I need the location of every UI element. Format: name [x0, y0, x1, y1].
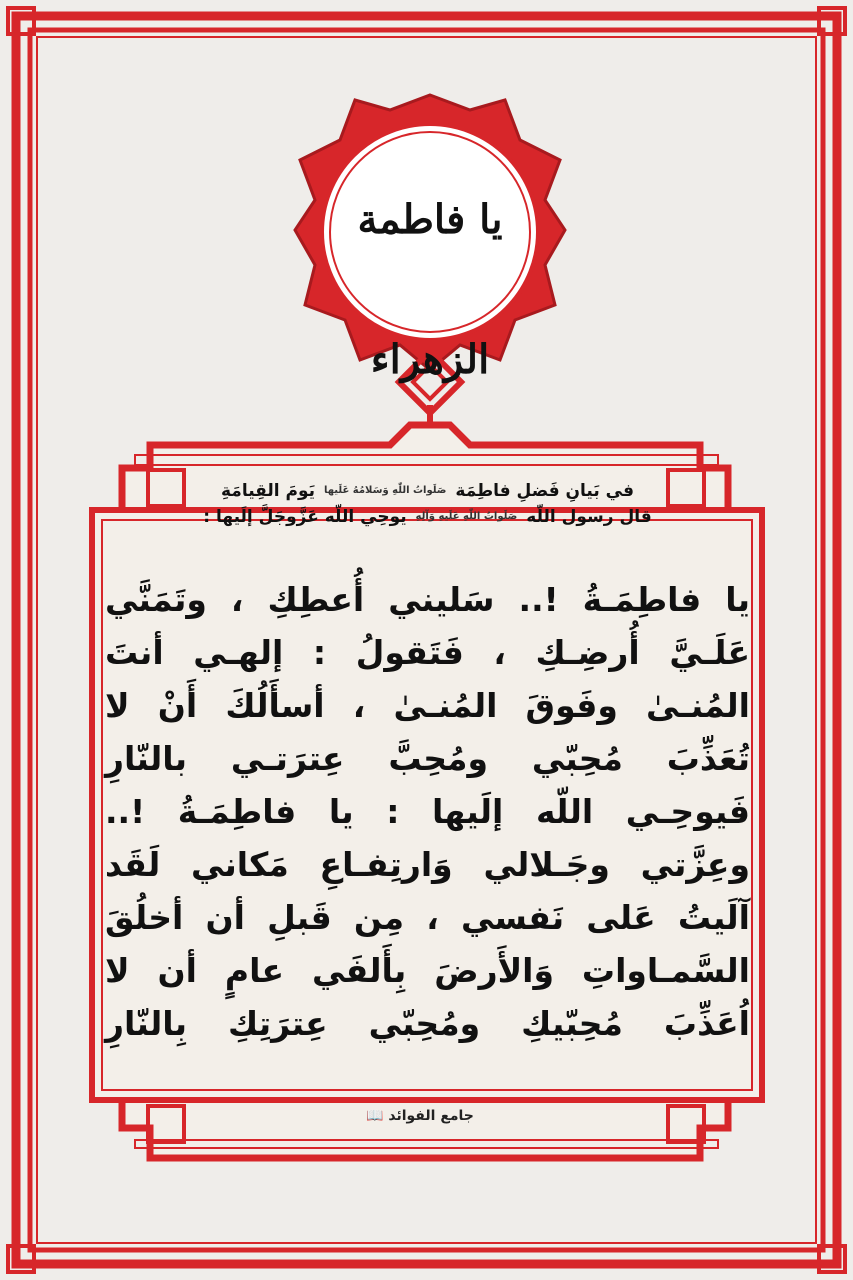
hadith-line: السَّمـاواتِ وَالأَرضَ بِأَلفَي عامٍ أن لا: [105, 951, 750, 990]
intro-line-2-start: قال رسول اللّه: [526, 507, 652, 527]
intro-line-1-start: في بَيانِ فَضلِ فاطِمَة: [455, 481, 634, 501]
hadith-line: المُنـىٰ وفَوقَ المُنـىٰ ، أسأَلُكَ أَنْ لا: [105, 686, 750, 725]
hadith-line: عَلَـيَّ أُرضِـكِ ، فَتَقولُ : إلهـي أنتَ: [105, 633, 750, 672]
hadith-line: يا فاطِمَـةُ !.. سَليني أُعطِكِ ، وتَمَنَّي: [105, 580, 750, 619]
intro-line-1-end: يَومَ القِيامَةِ: [221, 481, 316, 501]
intro-line-2-end: يوحِي اللّه عَزَّوجَلَّ إلَيها :: [203, 507, 407, 527]
source-credit: [340, 1108, 500, 1124]
emblem-calligraphy: يا فاطمة الزهراء: [357, 196, 503, 383]
source-label: جامع الفوائد: [388, 1108, 474, 1124]
hadith-line: اُعَذِّبَ مُحِبّيكِ ومُحِبّي عِترَتِكِ بِالنّارِ: [105, 1004, 750, 1043]
hadith-line: وعِزَّتي وجَـلالي وَارتِفـاعِ مَكاني لَقَد: [105, 845, 750, 884]
book-icon: 📖: [366, 1108, 384, 1124]
hadith-line: آلَيتُ عَلى نَفسي ، مِن قَبلِ أن أخلُقَ: [105, 898, 750, 937]
intro-line-2: [105, 504, 750, 530]
salawat-fatima: صَلَواتُ اللّٰهِ وَسَلامُهُ عَلَيها: [323, 485, 447, 496]
hadith-line: تُعَذِّبَ مُحِبّي ومُحِبَّ عِترَتـي بالنّارِ: [105, 739, 750, 778]
hadith-text: [105, 573, 750, 1050]
intro-text: [105, 478, 750, 530]
salawat-prophet: صَلَواتُ اللّٰهِ عَلَيهِ وَآلِهِ: [415, 511, 518, 522]
hadith-line: فَيوحِـي اللّه إلَيها : يا فاطِمَـةُ !..: [105, 792, 750, 831]
intro-line-1: [105, 478, 750, 504]
